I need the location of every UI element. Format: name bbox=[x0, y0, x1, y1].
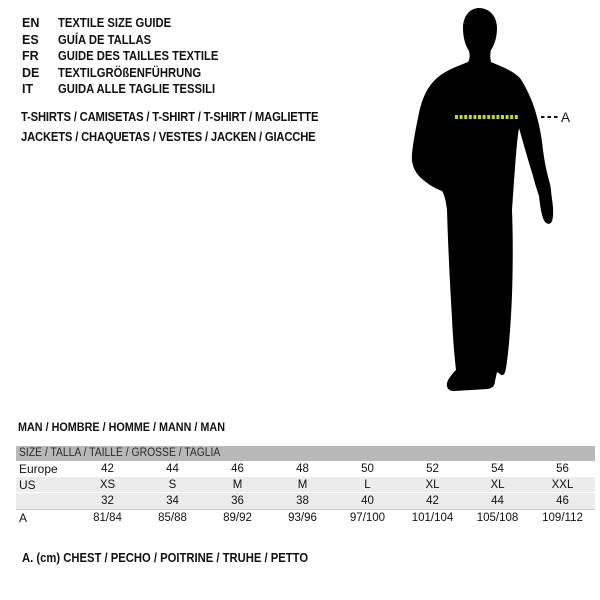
size-cell: 85/88 bbox=[158, 512, 187, 524]
language-label: GUIDE DES TAILLES TEXTILE bbox=[58, 49, 219, 64]
language-label: TEXTILE SIZE GUIDE bbox=[58, 16, 172, 30]
category-jackets bbox=[21, 128, 351, 148]
size-cell: M bbox=[232, 478, 243, 491]
language-row bbox=[22, 65, 236, 82]
measurement-footnote-label: A. (cm) CHEST / PECHO / POITRINE / TRUHE / PETTO bbox=[22, 551, 309, 565]
size-cell: L bbox=[364, 478, 371, 491]
category-jackets-label: JACKETS / CHAQUETAS / VESTES / JACKEN / GIACCHE bbox=[21, 129, 316, 144]
size-cell: 93/96 bbox=[288, 512, 317, 524]
size-cell: 97/100 bbox=[349, 512, 386, 524]
measurement-footnote bbox=[22, 551, 340, 566]
language-code: FR bbox=[22, 49, 39, 64]
size-cell: 44 bbox=[166, 463, 179, 475]
size-cell: 40 bbox=[361, 495, 374, 507]
size-cell: 44 bbox=[491, 495, 504, 507]
size-table bbox=[16, 446, 595, 526]
size-cell: XXL bbox=[551, 478, 574, 491]
language-list bbox=[22, 15, 236, 98]
size-cell: 81/84 bbox=[93, 512, 122, 524]
size-cell: 50 bbox=[361, 463, 374, 475]
size-cell: 54 bbox=[491, 463, 504, 475]
size-cell: 36 bbox=[231, 495, 244, 507]
size-cell: 42 bbox=[101, 463, 114, 475]
category-list bbox=[21, 108, 351, 147]
size-cell: 46 bbox=[231, 463, 244, 475]
row-label: US bbox=[19, 477, 36, 492]
table-row-numeric bbox=[16, 493, 595, 509]
language-label: GUIDA ALLE TAGLIE TESSILI bbox=[58, 82, 216, 97]
size-cell: XL bbox=[490, 478, 505, 491]
language-row bbox=[22, 32, 236, 49]
size-cell: S bbox=[168, 478, 177, 491]
language-code: EN bbox=[22, 16, 40, 30]
table-header bbox=[16, 446, 595, 461]
language-row bbox=[22, 15, 236, 32]
category-tshirts-label: T-SHIRTS / CAMISETAS / T-SHIRT / T-SHIRT / MAGLIETTE bbox=[21, 110, 319, 124]
language-row bbox=[22, 48, 236, 65]
size-cell: 89/92 bbox=[223, 512, 252, 524]
size-cell: M bbox=[297, 478, 308, 491]
table-row-us bbox=[16, 477, 595, 493]
man-silhouette bbox=[412, 8, 553, 391]
language-row bbox=[22, 81, 236, 98]
size-cell: 56 bbox=[556, 463, 569, 475]
language-code: DE bbox=[22, 65, 40, 80]
size-cell: XS bbox=[99, 478, 116, 491]
size-cell: 101/104 bbox=[411, 512, 454, 524]
size-cell: 105/108 bbox=[476, 512, 519, 524]
table-row-chest-a bbox=[16, 509, 595, 526]
language-code: ES bbox=[22, 32, 39, 47]
category-tshirts bbox=[21, 108, 351, 128]
section-title-man bbox=[18, 419, 248, 435]
size-cell: 34 bbox=[166, 495, 179, 507]
size-cell: 42 bbox=[426, 495, 439, 507]
size-cell: 52 bbox=[426, 463, 439, 475]
table-header-label: SIZE / TALLA / TAILLE / GRÖSSE / TAGLIA bbox=[19, 447, 221, 459]
size-cell: 46 bbox=[556, 495, 569, 507]
language-code: IT bbox=[22, 82, 34, 97]
language-label: GUÍA DE TALLAS bbox=[58, 32, 152, 47]
man-silhouette-figure bbox=[400, 0, 600, 420]
measure-label-a: A bbox=[561, 110, 571, 125]
size-cell: 48 bbox=[296, 463, 309, 475]
table-row-europe bbox=[16, 461, 595, 477]
size-cell: XL bbox=[425, 478, 440, 491]
size-cell: 38 bbox=[296, 495, 309, 507]
language-label: TEXTILGRÖßENFÜHRUNG bbox=[58, 65, 202, 80]
row-label: Europe bbox=[19, 462, 58, 476]
size-cell: 32 bbox=[101, 495, 114, 507]
row-label: A bbox=[19, 511, 28, 525]
section-title-label: MAN / HOMBRE / HOMME / MANN / MAN bbox=[18, 420, 225, 434]
size-cell: 109/112 bbox=[542, 512, 583, 524]
